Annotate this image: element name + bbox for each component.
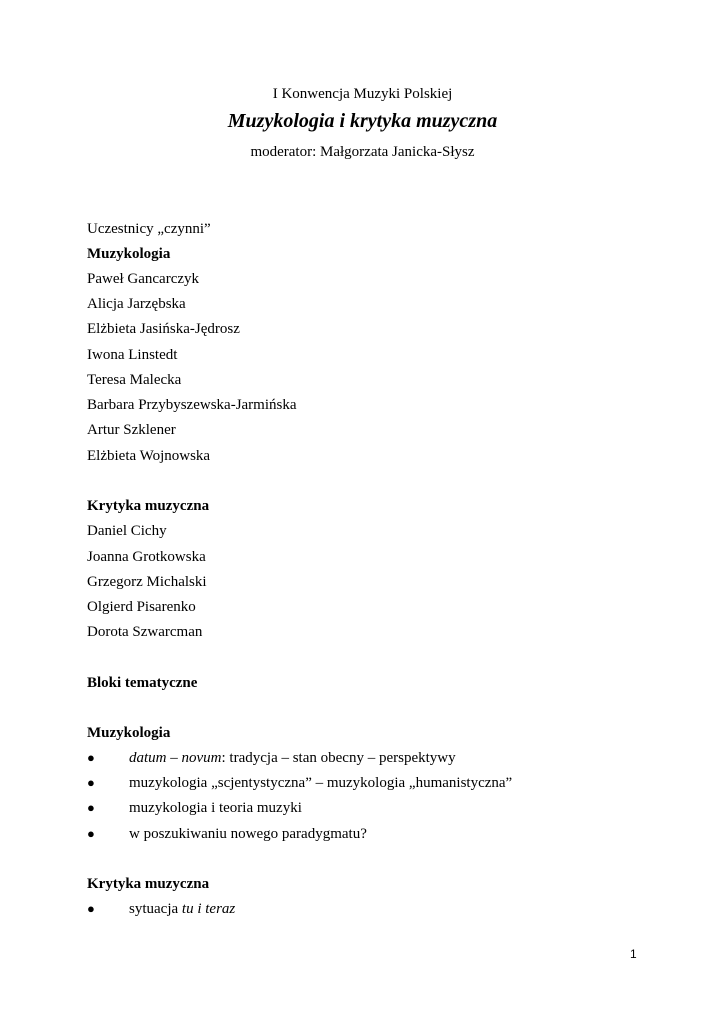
thematic-blocks-heading: Bloki tematyczne (87, 675, 198, 691)
musicology-block-heading: Muzykologia (87, 725, 171, 741)
item-text: sytuacja (129, 901, 182, 917)
participant-name: Dorota Szwarcman (87, 624, 203, 640)
participant-name: Olgierd Pisarenko (87, 599, 196, 615)
bullet-icon: ● (87, 775, 95, 790)
bullet-item (129, 748, 456, 768)
page-number: 1 (630, 947, 637, 961)
participants-heading: Uczestnicy „czynni” (87, 221, 211, 237)
participant-name: Elżbieta Jasińska-Jędrosz (87, 321, 240, 337)
participant-name: Elżbieta Wojnowska (87, 448, 211, 464)
participant-name: Daniel Cichy (87, 523, 167, 539)
bullet-icon: ● (87, 750, 95, 765)
item-separator: – (166, 750, 182, 766)
participant-name: Alicja Jarzębska (87, 296, 186, 312)
participant-name: Iwona Linstedt (87, 347, 178, 363)
bullet-item: w poszukiwaniu nowego paradygmatu? (129, 826, 367, 842)
musicology-participants-heading: Muzykologia (87, 246, 171, 262)
item-italic: novum (181, 750, 222, 766)
item-italic: datum (129, 750, 167, 766)
criticism-participants-heading: Krytyka muzyczna (87, 498, 210, 514)
participant-name: Barbara Przybyszewska-Jarmińska (87, 397, 297, 413)
document-title: Muzykologia i krytyka muzyczna (227, 110, 498, 132)
criticism-block-heading: Krytyka muzyczna (87, 876, 210, 892)
participant-name: Paweł Gancarczyk (87, 271, 200, 287)
bullet-icon: ● (87, 800, 95, 815)
moderator-line: moderator: Małgorzata Janicka-Słysz (250, 144, 475, 160)
participant-name: Grzegorz Michalski (87, 574, 207, 590)
bullet-item: muzykologia „scjentystyczna” – muzykologia „humanistyczna” (129, 775, 513, 791)
item-text: : tradycja – stan obecny – perspektywy (221, 750, 456, 766)
bullet-icon: ● (87, 901, 95, 916)
participant-name: Artur Szklener (87, 422, 176, 438)
participant-name: Joanna Grotkowska (87, 549, 206, 565)
item-italic: tu i teraz (181, 901, 236, 917)
bullet-icon: ● (87, 826, 95, 841)
conference-name: I Konwencja Muzyki Polskiej (272, 86, 453, 102)
bullet-item (129, 899, 235, 919)
participant-name: Teresa Malecka (87, 372, 182, 388)
bullet-item: muzykologia i teoria muzyki (129, 800, 302, 816)
